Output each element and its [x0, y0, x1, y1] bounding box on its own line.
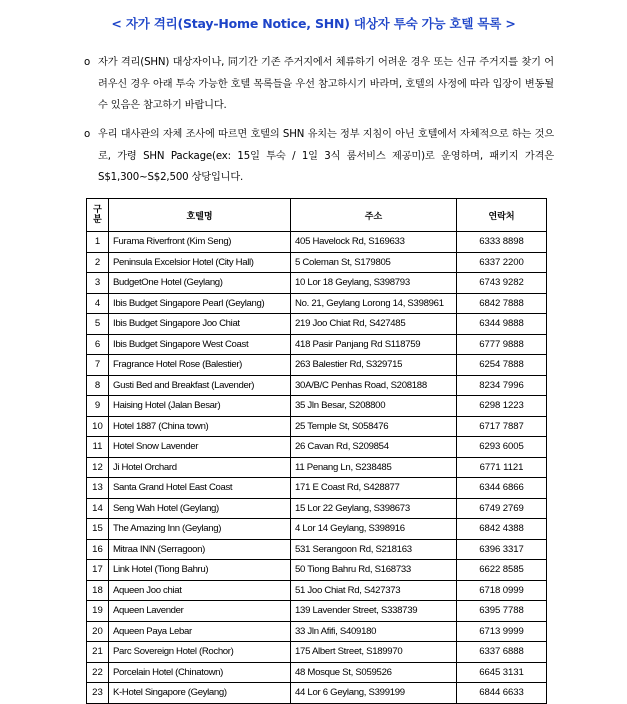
header-address: 주소 [291, 199, 457, 232]
hotel-phone: 6344 9888 [457, 314, 547, 335]
note-paragraph-1 [84, 52, 554, 117]
hotel-phone: 6622 8585 [457, 560, 547, 581]
row-number: 3 [87, 273, 109, 294]
table-row [87, 539, 547, 560]
hotel-phone: 6743 9282 [457, 273, 547, 294]
hotel-address: 51 Joo Chiat Rd, S427373 [291, 580, 457, 601]
hotel-phone: 6254 7888 [457, 355, 547, 376]
table-row [87, 642, 547, 663]
hotel-name: Ibis Budget Singapore Joo Chiat [109, 314, 291, 335]
table-row [87, 601, 547, 622]
hotel-phone: 6337 6888 [457, 642, 547, 663]
hotel-phone: 6842 7888 [457, 293, 547, 314]
row-number: 11 [87, 437, 109, 458]
table-row [87, 273, 547, 294]
row-number: 22 [87, 662, 109, 683]
note-text-1: 자가 격리(SHN) 대상자이나, 同기간 기존 주거지에서 체류하기 어려운 경우 또는 신규 주거지를 찾기 어려우신 경우 아래 투숙 가능한 호텔 목록들을 우선 참고하시기 바라며, 호텔의 사정에 따라 입장이 변동될 수 있음은 참고하기 바랍니다. [98, 57, 554, 111]
header-phone: 연락처 [457, 199, 547, 232]
hotel-phone: 6395 7788 [457, 601, 547, 622]
hotel-phone: 6298 1223 [457, 396, 547, 417]
hotel-phone: 6713 9999 [457, 621, 547, 642]
row-number: 4 [87, 293, 109, 314]
row-number: 6 [87, 334, 109, 355]
hotel-address: 30A/B/C Penhas Road, S208188 [291, 375, 457, 396]
bullet-marker: o [84, 129, 91, 140]
table-header-row [87, 199, 547, 232]
hotel-phone: 6842 4388 [457, 519, 547, 540]
hotel-name: Parc Sovereign Hotel (Rochor) [109, 642, 291, 663]
hotel-phone: 6344 6866 [457, 478, 547, 499]
row-number: 10 [87, 416, 109, 437]
table-row [87, 498, 547, 519]
row-number: 8 [87, 375, 109, 396]
table-row [87, 252, 547, 273]
row-number: 17 [87, 560, 109, 581]
hotel-table-body [87, 232, 547, 704]
hotel-name: Porcelain Hotel (Chinatown) [109, 662, 291, 683]
hotel-address: 15 Lor 22 Geylang, S398673 [291, 498, 457, 519]
hotel-name: Hotel 1887 (China town) [109, 416, 291, 437]
hotel-name: Ibis Budget Singapore Pearl (Geylang) [109, 293, 291, 314]
hotel-name: Peninsula Excelsior Hotel (City Hall) [109, 252, 291, 273]
row-number: 18 [87, 580, 109, 601]
hotel-address: 33 Jln Afifi, S409180 [291, 621, 457, 642]
hotel-name: Seng Wah Hotel (Geylang) [109, 498, 291, 519]
hotel-address: 4 Lor 14 Geylang, S398916 [291, 519, 457, 540]
row-number: 9 [87, 396, 109, 417]
hotel-name: Aqueen Joo chiat [109, 580, 291, 601]
table-row [87, 683, 547, 704]
table-row [87, 355, 547, 376]
hotel-address: 11 Penang Ln, S238485 [291, 457, 457, 478]
hotel-phone: 6396 3317 [457, 539, 547, 560]
hotel-address: 35 Jln Besar, S208800 [291, 396, 457, 417]
hotel-name: Santa Grand Hotel East Coast [109, 478, 291, 499]
hotel-name: Furama Riverfront (Kim Seng) [109, 232, 291, 253]
hotel-address: 175 Albert Street, S189970 [291, 642, 457, 663]
table-row [87, 416, 547, 437]
hotel-phone: 6293 6005 [457, 437, 547, 458]
table-row [87, 314, 547, 335]
note-text-2: 우리 대사관의 자체 조사에 따르면 호텔의 SHN 유치는 정부 지침이 아닌 호텔에서 자체적으로 하는 것으로, 가령 SHN Package(ex: 15일 투숙 / 1일 3식 룸서비스 제공미)로 운영하며, 패키지 가격은 S$1,300~S$2,500 상당입니다. [98, 129, 554, 183]
hotel-phone: 6333 8898 [457, 232, 547, 253]
hotel-name: Aqueen Lavender [109, 601, 291, 622]
row-number: 16 [87, 539, 109, 560]
row-number: 15 [87, 519, 109, 540]
table-row [87, 437, 547, 458]
row-number: 20 [87, 621, 109, 642]
table-row [87, 293, 547, 314]
hotel-phone: 6645 3131 [457, 662, 547, 683]
hotel-name: Mitraa INN (Serragoon) [109, 539, 291, 560]
table-row [87, 621, 547, 642]
hotel-table [86, 198, 547, 704]
hotel-address: 263 Balestier Rd, S329715 [291, 355, 457, 376]
hotel-address: 44 Lor 6 Geylang, S399199 [291, 683, 457, 704]
hotel-address: 171 E Coast Rd, S428877 [291, 478, 457, 499]
row-number: 12 [87, 457, 109, 478]
hotel-address: 5 Coleman St, S179805 [291, 252, 457, 273]
table-row [87, 662, 547, 683]
row-number: 1 [87, 232, 109, 253]
hotel-phone: 6844 6633 [457, 683, 547, 704]
hotel-phone: 8234 7996 [457, 375, 547, 396]
hotel-name: K-Hotel Singapore (Geylang) [109, 683, 291, 704]
page-title: < 자가 격리(Stay-Home Notice, SHN) 대상자 투숙 가능 호텔 목록 > [111, 16, 516, 31]
row-number: 7 [87, 355, 109, 376]
hotel-address: 50 Tiong Bahru Rd, S168733 [291, 560, 457, 581]
table-row [87, 457, 547, 478]
table-row [87, 478, 547, 499]
table-row [87, 232, 547, 253]
table-row [87, 519, 547, 540]
table-row [87, 334, 547, 355]
hotel-name: Ji Hotel Orchard [109, 457, 291, 478]
hotel-name: Haising Hotel (Jalan Besar) [109, 396, 291, 417]
hotel-name: Aqueen Paya Lebar [109, 621, 291, 642]
hotel-name: The Amazing Inn (Geylang) [109, 519, 291, 540]
hotel-address: 418 Pasir Panjang Rd S118759 [291, 334, 457, 355]
hotel-phone: 6718 0999 [457, 580, 547, 601]
row-number: 19 [87, 601, 109, 622]
hotel-address: 219 Joo Chiat Rd, S427485 [291, 314, 457, 335]
row-number: 5 [87, 314, 109, 335]
hotel-address: 405 Havelock Rd, S169633 [291, 232, 457, 253]
row-number: 2 [87, 252, 109, 273]
row-number: 13 [87, 478, 109, 499]
hotel-name: Link Hotel (Tiong Bahru) [109, 560, 291, 581]
row-number: 14 [87, 498, 109, 519]
bullet-marker: o [84, 57, 91, 68]
hotel-address: 10 Lor 18 Geylang, S398793 [291, 273, 457, 294]
hotel-phone: 6771 1121 [457, 457, 547, 478]
header-hotel-name: 호텔명 [109, 199, 291, 232]
hotel-address: 25 Temple St, S058476 [291, 416, 457, 437]
hotel-phone: 6777 9888 [457, 334, 547, 355]
hotel-address: 26 Cavan Rd, S209854 [291, 437, 457, 458]
hotel-phone: 6749 2769 [457, 498, 547, 519]
header-gubun-label: 구 분 [93, 205, 102, 225]
hotel-name: Hotel Snow Lavender [109, 437, 291, 458]
hotel-address: 139 Lavender Street, S338739 [291, 601, 457, 622]
hotel-phone: 6337 2200 [457, 252, 547, 273]
hotel-phone: 6717 7887 [457, 416, 547, 437]
hotel-name: BudgetOne Hotel (Geylang) [109, 273, 291, 294]
hotel-address: 531 Serangoon Rd, S218163 [291, 539, 457, 560]
header-gubun [87, 199, 109, 232]
table-row [87, 396, 547, 417]
table-row [87, 560, 547, 581]
hotel-name: Ibis Budget Singapore West Coast [109, 334, 291, 355]
hotel-address: No. 21, Geylang Lorong 14, S398961 [291, 293, 457, 314]
note-paragraph-2 [84, 124, 554, 189]
hotel-name: Gusti Bed and Breakfast (Lavender) [109, 375, 291, 396]
hotel-name: Fragrance Hotel Rose (Balestier) [109, 355, 291, 376]
row-number: 21 [87, 642, 109, 663]
row-number: 23 [87, 683, 109, 704]
table-row [87, 580, 547, 601]
hotel-address: 48 Mosque St, S059526 [291, 662, 457, 683]
table-row [87, 375, 547, 396]
